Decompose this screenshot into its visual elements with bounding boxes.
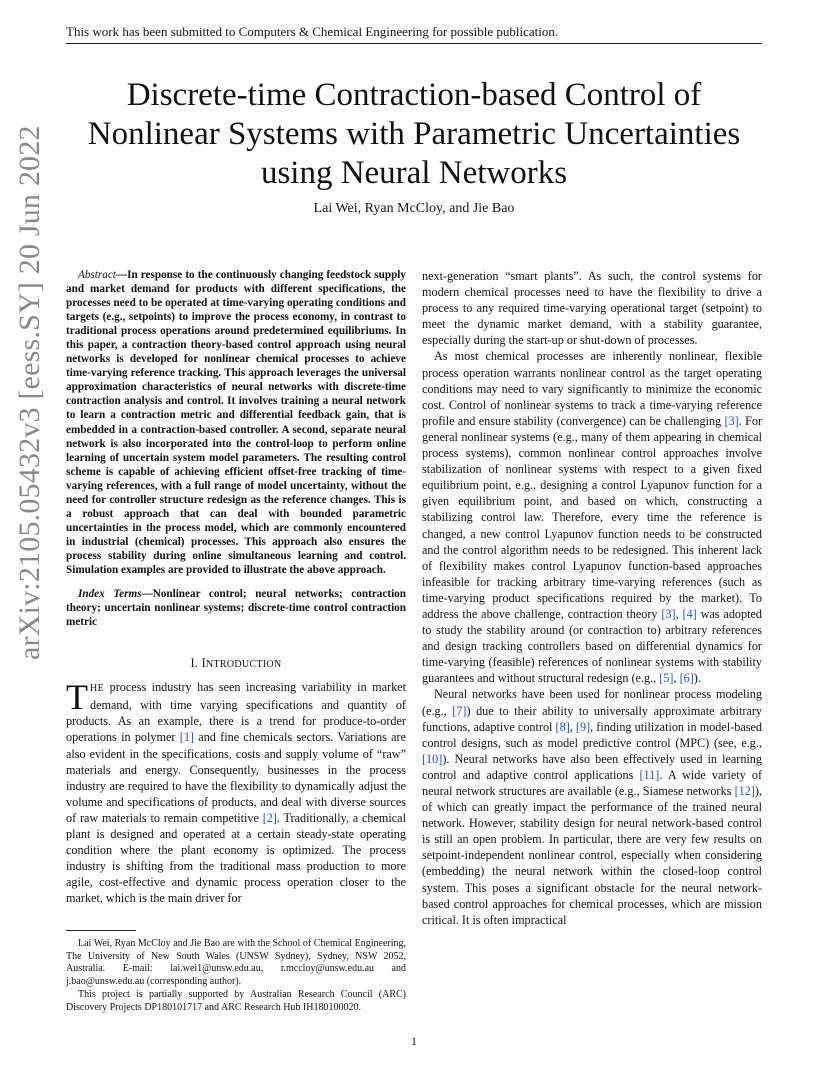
author-list: Lai Wei, Ryan McCloy, and Jie Bao [313, 201, 515, 216]
intro-paragraph-1 [66, 679, 406, 906]
citation-link[interactable]: [5] [659, 671, 674, 686]
intro-text: and fine chemicals sectors. Variations are also evident in the specifications, costs and supply volume of “raw” materials and energy. Consequently, businesses in the process industry are required to have the flexibility to dynamically adjust the volume and specifications of products, and deal with diverse sources of raw materials to remain competitive [66, 730, 406, 825]
citation-link[interactable]: [6] [679, 671, 694, 686]
intro-text: ). Neural networks have also been effectively used in learning control and adaptive control applications [422, 751, 762, 782]
intro-text: , [569, 719, 576, 734]
submission-note: This work has been submitted to Computers & Chemical Engineering for possible publication. [66, 24, 559, 39]
section-heading-introduction [66, 655, 406, 673]
paper-title: Discrete-time Contraction-based Control of Nonlinear Systems with Parametric Uncertainties using Neural Networks [87, 77, 741, 191]
intro-text: , [673, 671, 680, 686]
abstract-label: Abstract [78, 269, 116, 281]
section-title-rest: NTRODUCTION [205, 659, 282, 671]
abstract [66, 268, 406, 577]
citation-link[interactable]: [2] [262, 810, 277, 825]
intro-text: ), of which can greatly impact the performance of the trained neural network. However, stability design for neural network-based control is still an open problem. In particular, there are very few results on setpoint-independent nonlinear control, especially when considering (embedding) the neural network within the closed-loop control system. This poses a significant obstacle for the neural network-based control approaches for chemical processes, which are mission critical. It is often impractical [422, 784, 762, 927]
citation-link[interactable]: [3] [661, 606, 676, 621]
citation-link[interactable]: [7] [452, 703, 467, 718]
drop-cap: T [66, 677, 88, 718]
index-terms-text: —Nonlinear control; neural networks; contraction theory; uncertain nonlinear systems; discrete-time control contraction metric [66, 588, 406, 629]
footnotes [66, 938, 406, 1016]
abstract-text: —In response to the continuously changing feedstock supply and market demand for products with different specifications, the processes need to be operated at time-varying operating conditions and targets (e.g., setpoints) to improve the process economy, in contrast to traditional process operations around predetermined equilibriums. In this paper, a contraction theory-based control approach using neural networks is developed for nonlinear chemical processes to achieve time-varying reference tracking. This approach leverages the universal approximation characteristics of neural networks with discrete-time contraction analysis and control. It involves training a neural network to learn a contraction metric and differential feedback gain, that is embedded in a contraction-based controller. A second, separate neural network is also incorporated into the control-loop to perform online learning of uncertain system model parameters. The resulting control scheme is capable of achieving efficient offset-free tracking of time-varying references, with a full range of model uncertainty, without the need for controller structure redesign as the reference changes. This is a robust approach that can deal with bounded parametric uncertainties in the process model, which are commonly encountered in industrial (chemical) processes. This approach also ensures the process stability during online simultaneous learning and control. Simulation examples are provided to illustrate the above approach. [66, 269, 406, 576]
footnote-divider [66, 930, 136, 931]
citation-link[interactable]: [10] [422, 751, 443, 766]
citation-link[interactable]: [1] [179, 730, 194, 745]
intro-text: . A wide variety of neural network structures are available (e.g., Siamese networks [422, 767, 763, 798]
arxiv-identifier: arXiv:2105.05432v3 [eess.SY] 20 Jun 2022 [13, 125, 46, 660]
intro-text: . Traditionally, a chemical plant is designed and operated at a certain steady-state operating condition where the plant economy is optimized. The process industry is shifting from the traditional mass production to more agile, cost-effective and dynamic process operation closer to the market, which is the main driver for [66, 810, 406, 906]
footnote-funding: This project is partially supported by Australian Research Council (ARC) Discovery Projects DP180101717 and ARC Research Hub IH180100020. [66, 989, 406, 1013]
intro-text: Neural networks have been used for nonlinear process modeling (e.g., [422, 687, 762, 718]
intro-text: As most chemical processes are inherently nonlinear, flexible process operation warrants nonlinear control as the target operating conditions may need to vary significantly to minimize the economic cost. Control of nonlinear systems to track a time-varying reference profile and ensure stability (convergence) can be challenging [422, 349, 762, 428]
intro-paragraph-3 [422, 686, 762, 927]
section-title-first: I [201, 656, 206, 671]
intro-text: , [675, 606, 683, 621]
footnote-affiliation: Lai Wei, Ryan McCloy and Jie Bao are with the School of Chemical Engineering, The University of New South Wales (UNSW Sydney), Sydney, NSW 2052, Australia. E-mail: lai.wei1@unsw.edu.au, r.mccloy@unsw.edu.au and j.bao@unsw.edu.au (corresponding author). [66, 938, 406, 987]
intro-text: , finding utilization in model-based control designs, such as model predictive control (MPC) (see, e.g., [422, 719, 762, 750]
citation-link[interactable]: [9] [575, 719, 591, 734]
right-column [422, 268, 762, 928]
intro-smallcaps: HE [90, 683, 105, 695]
section-number: I. [190, 656, 199, 671]
citation-link[interactable]: [3] [724, 413, 739, 428]
intro-text: ) due to their ability to universally approximate arbitrary functions, adaptive control [422, 703, 762, 734]
header-divider [66, 43, 762, 44]
intro-text: process industry has seen increasing variability in market demand, with time varying specifications and quantity of products. As an example, there is a trend for produce-to-order operations in polymer [66, 680, 406, 745]
page-number: 1 [411, 1034, 417, 1048]
citation-link[interactable]: [12] [734, 784, 755, 798]
left-column [66, 268, 406, 906]
index-terms-label: Index Terms [78, 588, 142, 601]
intro-text: . For general nonlinear systems (e.g., many of them appearing in chemical process systems), common nonlinear control approaches involve stabilization of nonlinear systems with respect to a given fixed equilibrium point, e.g., designing a control Lyapunov function for a given equilibrium point, and based on which, constructing a stabilizing control law. Therefore, every time the reference is changed, a new control Lyapunov function needs to be constructed and the control algorithm needs to be redesigned. This inherent lack of flexibility makes control Lyapunov function-based approaches infeasible for tracking arbitrary time-varying references (such as time-varying product specifications required by the market). To address the above challenge, contraction theory [422, 413, 763, 621]
citation-link[interactable]: [8] [555, 719, 570, 734]
intro-paragraph-1-continued: next-generation “smart plants”. As such, the control systems for modern chemical processes need to have the flexibility to drive a process to any required time-varying operational target (setpoint) to meet the dynamic market demand, with a stability guarantee, especially during the start-up or shut-down of processes. [422, 269, 762, 348]
citation-link[interactable]: [11] [639, 767, 660, 782]
intro-paragraph-2 [422, 348, 762, 686]
index-terms [66, 587, 406, 629]
intro-text: was adopted to study the stability around (or contraction to) arbitrary references and design tracking controllers based on differential dynamics for time-varying (feasible) references of nonlinear systems with stability guarantees and without structural redesign (e.g., [422, 606, 762, 686]
citation-link[interactable]: [4] [682, 606, 697, 621]
intro-text: ). [693, 671, 701, 686]
